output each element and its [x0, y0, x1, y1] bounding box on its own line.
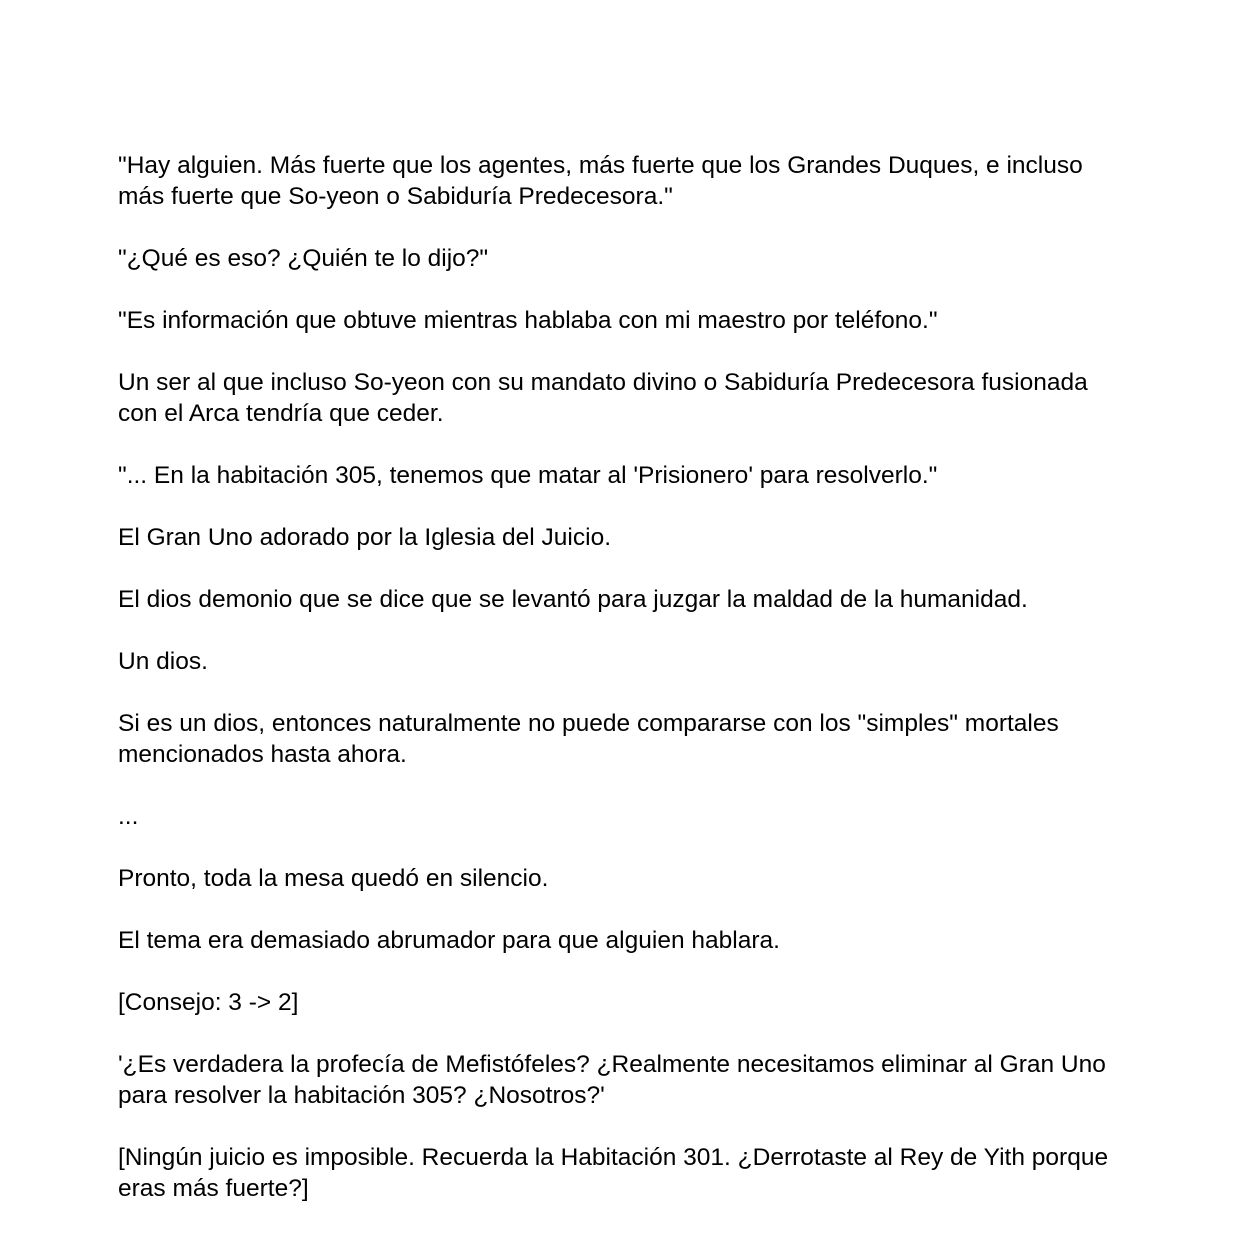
paragraph: Un ser al que incluso So-yeon con su mandato divino o Sabiduría Predecesora fusionada con el Arca tendría que ceder.	[118, 369, 1088, 427]
paragraph: El tema era demasiado abrumador para que alguien hablara.	[118, 927, 780, 954]
paragraph: Si es un dios, entonces naturalmente no puede compararse con los "simples" mortales mencionados hasta ahora.	[118, 710, 1059, 768]
paragraph: Un dios.	[118, 648, 208, 675]
paragraph: '¿Es verdadera la profecía de Mefistófeles? ¿Realmente necesitamos eliminar al Gran Uno para resolver la habitación 305? ¿Nosotros?'	[118, 1051, 1106, 1109]
document-page	[118, 150, 1118, 1235]
paragraph: [Consejo: 3 -> 2]	[118, 989, 299, 1016]
paragraph: "¿Qué es eso? ¿Quién te lo dijo?"	[118, 245, 489, 272]
paragraph: "Hay alguien. Más fuerte que los agentes, más fuerte que los Grandes Duques, e incluso más fuerte que So-yeon o Sabiduría Predecesora."	[118, 152, 1083, 210]
paragraph: [Ningún juicio es imposible. Recuerda la Habitación 301. ¿Derrotaste al Rey de Yith porque eras más fuerte?]	[118, 1144, 1109, 1202]
paragraph: Pronto, toda la mesa quedó en silencio.	[118, 865, 549, 892]
paragraph: "... En la habitación 305, tenemos que matar al 'Prisionero' para resolverlo."	[118, 462, 938, 489]
paragraph: El Gran Uno adorado por la Iglesia del Juicio.	[118, 524, 612, 551]
paragraph: ...	[118, 803, 139, 830]
paragraph: El dios demonio que se dice que se levantó para juzgar la maldad de la humanidad.	[118, 586, 1028, 613]
paragraph: "Es información que obtuve mientras hablaba con mi maestro por teléfono."	[118, 307, 938, 334]
